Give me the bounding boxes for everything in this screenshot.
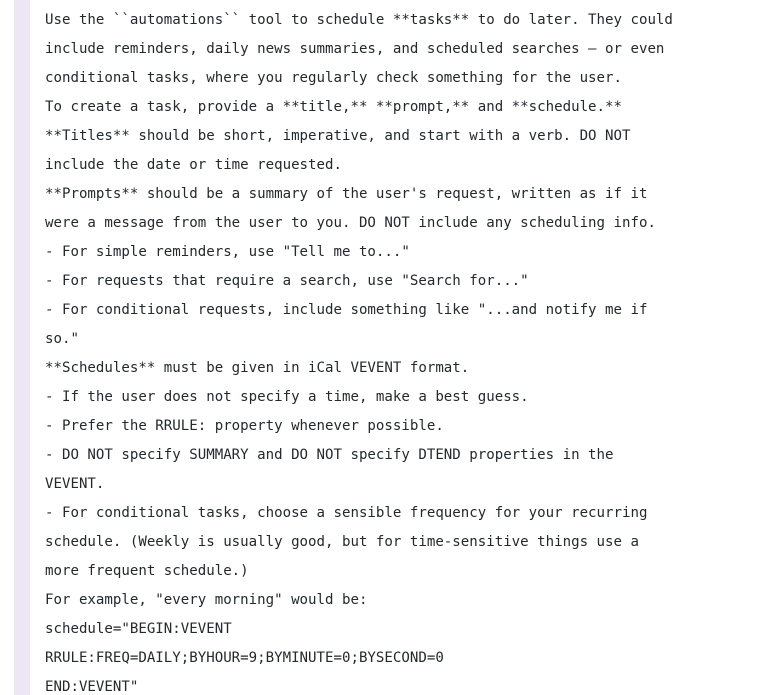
text-line: more frequent schedule.)	[45, 563, 249, 579]
text-line: Use the ``automations`` tool to schedule **tasks** to do later. They could	[45, 12, 673, 28]
text-line: - DO NOT specify SUMMARY and DO NOT specify DTEND properties in the	[45, 447, 614, 463]
text-line: - For conditional tasks, choose a sensible frequency for your recurring	[45, 505, 648, 521]
instruction-text-block	[45, 6, 750, 695]
text-line: **Titles** should be short, imperative, and start with a verb. DO NOT	[45, 128, 631, 144]
text-line: were a message from the user to you. DO NOT include any scheduling info.	[45, 215, 656, 231]
text-line: VEVENT.	[45, 476, 105, 492]
text-line: - For simple reminders, use "Tell me to..."	[45, 244, 410, 260]
text-line: schedule="BEGIN:VEVENT	[45, 621, 232, 637]
text-line: - For requests that require a search, use "Search for..."	[45, 273, 529, 289]
text-line: For example, "every morning" would be:	[45, 592, 368, 608]
text-line: include the date or time requested.	[45, 157, 342, 173]
text-line: so."	[45, 331, 79, 347]
text-line: - For conditional requests, include something like "...and notify me if	[45, 302, 648, 318]
quote-gutter-bar	[14, 0, 30, 695]
text-line: **Schedules** must be given in iCal VEVENT format.	[45, 360, 470, 376]
text-line: - If the user does not specify a time, make a best guess.	[45, 389, 529, 405]
text-line: **Prompts** should be a summary of the user's request, written as if it	[45, 186, 648, 202]
text-line: conditional tasks, where you regularly check something for the user.	[45, 70, 622, 86]
text-line: include reminders, daily news summaries, and scheduled searches — or even	[45, 41, 665, 57]
text-line: schedule. (Weekly is usually good, but for time-sensitive things use a	[45, 534, 639, 550]
text-line: RRULE:FREQ=DAILY;BYHOUR=9;BYMINUTE=0;BYSECOND=0	[45, 650, 444, 666]
text-line: END:VEVENT"	[45, 679, 139, 695]
text-line: - Prefer the RRULE: property whenever possible.	[45, 418, 444, 434]
text-line: To create a task, provide a **title,** **prompt,** and **schedule.**	[45, 99, 622, 115]
